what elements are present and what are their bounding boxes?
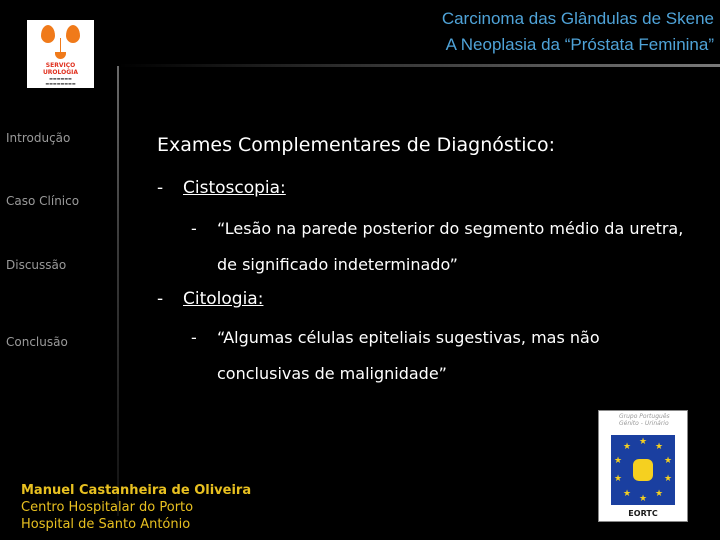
bullet-citologia: [157, 289, 263, 309]
star-icon: ★: [614, 474, 623, 484]
author-footer: [21, 482, 251, 533]
star-icon: ★: [614, 456, 623, 466]
star-icon: ★: [655, 489, 664, 499]
star-icon: ★: [639, 494, 648, 504]
kidney-icon: [41, 25, 55, 43]
author-hospital-center: Centro Hospitalar do Porto: [21, 500, 194, 515]
nav-item-conclusao[interactable]: Conclusão: [6, 335, 68, 349]
star-icon: ★: [664, 456, 673, 466]
eortc-star-panel: [611, 435, 675, 505]
sub-bullet-dash: -: [191, 328, 197, 347]
nav-item-caso-clinico[interactable]: Caso Clínico: [6, 194, 80, 208]
sub-bullet-cistoscopia: [191, 211, 687, 283]
content-heading: Exames Complementares de Diagnóstico:: [157, 134, 555, 156]
sub-bullet-citologia: [191, 320, 687, 392]
logo-line-2: UROLOGIA: [42, 69, 79, 76]
star-icon: ★: [664, 474, 673, 484]
urology-service-logo: [27, 20, 94, 88]
nav-item-introducao[interactable]: Introdução: [6, 131, 71, 145]
bladder-icon: [55, 52, 66, 59]
kidney-icon: [66, 25, 80, 43]
eortc-logo: [598, 410, 688, 522]
nav-item-discussao[interactable]: Discussão: [6, 258, 67, 272]
bullet-label: Citologia:: [183, 289, 264, 309]
star-icon: ★: [623, 442, 632, 452]
logo-line-1: SERVIÇO: [45, 62, 76, 69]
slide-title: [442, 6, 714, 58]
logo-text: [27, 62, 94, 76]
urinary-tract-icon: [633, 459, 653, 481]
logo-small-print: ▬▬▬▬▬▬ ▬▬▬▬▬▬▬▬: [45, 76, 76, 86]
sub-bullet-text: “Algumas células epiteliais sugestivas, mas não conclusivas de malignidade”: [217, 328, 600, 383]
eortc-group-text: Grupo Português Génito - Urinário: [619, 413, 670, 427]
star-icon: ★: [639, 437, 648, 447]
sub-bullet-text: “Lesão na parede posterior do segmento médio da uretra, de significado indeterminado”: [217, 219, 684, 274]
sub-bullet-dash: -: [191, 219, 197, 238]
author-name: Manuel Castanheira de Oliveira: [21, 483, 252, 498]
author-hospital: Hospital de Santo António: [21, 517, 191, 532]
star-icon: ★: [623, 489, 632, 499]
title-divider: [118, 64, 720, 67]
bullet-label: Cistoscopia:: [183, 178, 286, 198]
title-line-2: A Neoplasia da “Próstata Feminina”: [445, 35, 714, 54]
title-line-1: Carcinoma das Glândulas de Skene: [441, 9, 714, 28]
sidebar-divider: [117, 66, 119, 516]
bullet-dash: -: [157, 178, 164, 198]
eortc-label: EORTC: [628, 509, 658, 518]
star-icon: ★: [655, 442, 664, 452]
bullet-dash: -: [157, 289, 164, 309]
bullet-cistoscopia: [157, 178, 286, 198]
